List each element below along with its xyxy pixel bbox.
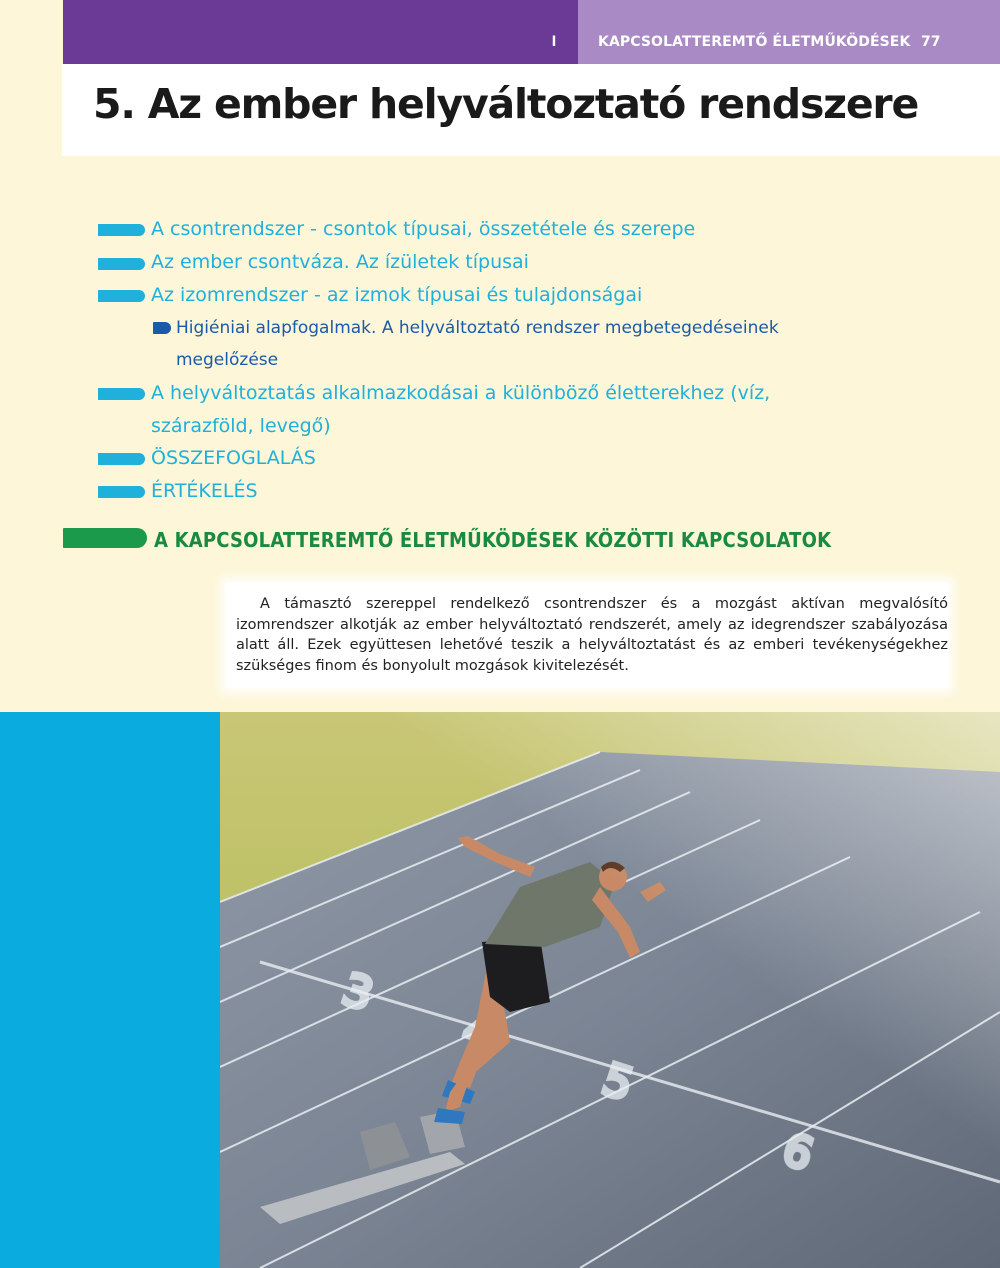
bullet-marker-icon [98, 224, 145, 236]
outline-item-label-line1: Higiéniai alapfogalmak. A helyváltoztató rendszer megbetegedéseinek [176, 318, 779, 338]
outline-item-label: Az izomrendszer - az izmok típusai és tulajdonságai [151, 284, 643, 306]
sub-bullet-marker-icon [153, 322, 171, 334]
outline-item-label: ÖSSZEFOGLALÁS [151, 447, 316, 469]
side-color-panel [0, 712, 220, 1268]
outline-item-label: A csontrendszer - csontok típusai, összetétele és szerepe [151, 218, 696, 240]
header-bar-left [63, 0, 578, 64]
bullet-marker-icon [98, 486, 145, 498]
chapter-title: KAPCSOLATTEREMTŐ ÉLETMŰKÖDÉSEK [598, 34, 911, 50]
page-number: 77 [921, 34, 941, 50]
section-marker-icon [63, 528, 147, 548]
outline-item-label-line2: szárazföld, levegő) [151, 415, 331, 437]
chapter-number: I [551, 34, 557, 50]
page-title: 5. Az ember helyváltoztató rendszere [93, 80, 919, 128]
sprinter-photo [220, 712, 1000, 1268]
outline-item-label-line2: megelőzése [176, 350, 279, 370]
bullet-marker-icon [98, 290, 145, 302]
outline-item-label: Az ember csontváza. Az ízületek típusai [151, 251, 529, 273]
bullet-marker-icon [98, 388, 145, 400]
outline-item-label: ÉRTÉKELÉS [151, 480, 258, 502]
outline-item-label-line1: A helyváltoztatás alkalmazkodásai a különböző életterekhez (víz, [151, 382, 771, 404]
bullet-marker-icon [98, 258, 145, 270]
section-heading[interactable]: A KAPCSOLATTEREMTŐ ÉLETMŰKÖDÉSEK KÖZÖTTI KAPCSOLATOK [154, 528, 832, 552]
intro-paragraph: A támasztó szereppel rendelkező csontrendszer és a mozgást aktívan megvalósító izomrendszer alkotják az ember helyváltoztató rendszerét, amely az idegrendszer szabályozása alatt áll. Ezek együttesen lehetővé teszik a helyváltoztatást és az emberi tevékenységekhez szükséges finom és bonyolult mozgások kivitelezését. [236, 596, 948, 674]
header-bar-right [578, 0, 1000, 64]
bullet-marker-icon [98, 453, 145, 465]
